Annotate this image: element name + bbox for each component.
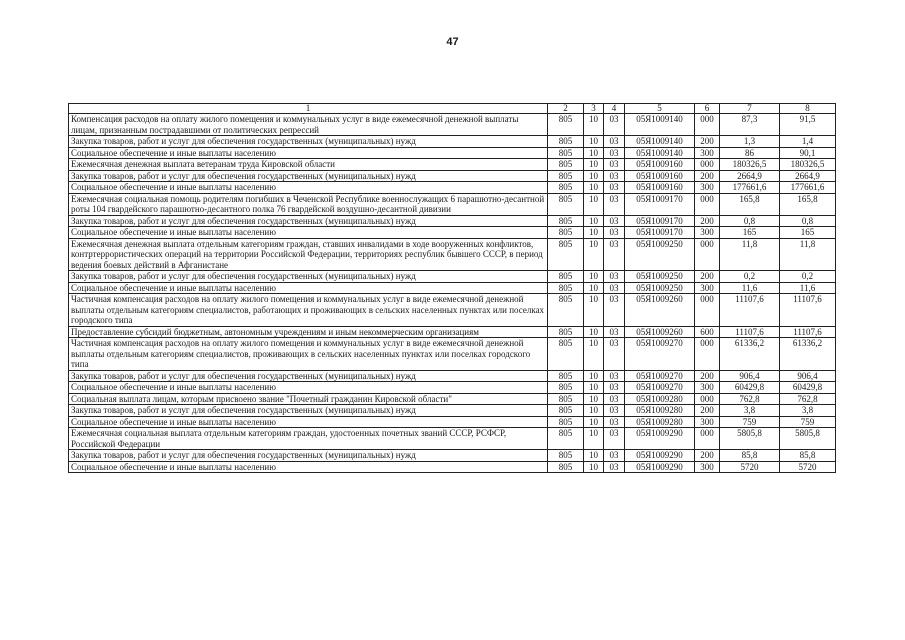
cell-admin-code: 805 bbox=[548, 370, 584, 382]
cell-admin-code: 805 bbox=[548, 193, 584, 215]
budget-table bbox=[68, 103, 836, 473]
cell-amount-year2: 1,4 bbox=[780, 136, 836, 148]
cell-admin-code: 805 bbox=[548, 238, 584, 271]
table-row bbox=[69, 282, 836, 294]
table-row bbox=[69, 193, 836, 215]
cell-description: Закупка товаров, работ и услуг для обеспечения государственных (муниципальных) нужд bbox=[69, 370, 548, 382]
cell-amount-year1: 5805,8 bbox=[720, 428, 780, 450]
cell-amount-year1: 11,6 bbox=[720, 282, 780, 294]
cell-expense-type: 200 bbox=[695, 215, 720, 227]
cell-target-article: 05Я1009140 bbox=[625, 136, 695, 148]
cell-description: Социальное обеспечение и иные выплаты населению bbox=[69, 227, 548, 239]
cell-target-article: 05Я1009140 bbox=[625, 114, 695, 136]
header-cell: 2 bbox=[548, 104, 584, 114]
cell-description: Закупка товаров, работ и услуг для обеспечения государственных (муниципальных) нужд bbox=[69, 215, 548, 227]
cell-target-article: 05Я1009250 bbox=[625, 238, 695, 271]
cell-target-article: 05Я1009160 bbox=[625, 182, 695, 194]
cell-subsection: 03 bbox=[604, 393, 625, 405]
cell-expense-type: 300 bbox=[695, 147, 720, 159]
header-cell: 7 bbox=[720, 104, 780, 114]
cell-subsection: 03 bbox=[604, 338, 625, 371]
cell-expense-type: 200 bbox=[695, 170, 720, 182]
table-row bbox=[69, 393, 836, 405]
header-row bbox=[69, 104, 836, 114]
cell-target-article: 05Я1009290 bbox=[625, 461, 695, 473]
cell-expense-type: 200 bbox=[695, 370, 720, 382]
cell-expense-type: 200 bbox=[695, 405, 720, 417]
cell-expense-type: 300 bbox=[695, 416, 720, 428]
cell-subsection: 03 bbox=[604, 294, 625, 327]
cell-admin-code: 805 bbox=[548, 326, 584, 338]
cell-section: 10 bbox=[584, 393, 604, 405]
cell-expense-type: 300 bbox=[695, 227, 720, 239]
cell-amount-year1: 5720 bbox=[720, 461, 780, 473]
cell-amount-year2: 90,1 bbox=[780, 147, 836, 159]
cell-description: Закупка товаров, работ и услуг для обеспечения государственных (муниципальных) нужд bbox=[69, 136, 548, 148]
cell-admin-code: 805 bbox=[548, 159, 584, 171]
header-cell: 3 bbox=[584, 104, 604, 114]
cell-target-article: 05Я1009170 bbox=[625, 227, 695, 239]
cell-admin-code: 805 bbox=[548, 227, 584, 239]
cell-expense-type: 000 bbox=[695, 338, 720, 371]
cell-expense-type: 200 bbox=[695, 271, 720, 283]
cell-admin-code: 805 bbox=[548, 170, 584, 182]
cell-subsection: 03 bbox=[604, 326, 625, 338]
cell-subsection: 03 bbox=[604, 193, 625, 215]
cell-section: 10 bbox=[584, 193, 604, 215]
cell-subsection: 03 bbox=[604, 405, 625, 417]
cell-amount-year1: 11,8 bbox=[720, 238, 780, 271]
cell-subsection: 03 bbox=[604, 382, 625, 394]
cell-amount-year2: 5805,8 bbox=[780, 428, 836, 450]
cell-expense-type: 000 bbox=[695, 428, 720, 450]
cell-amount-year2: 180326,5 bbox=[780, 159, 836, 171]
cell-admin-code: 805 bbox=[548, 271, 584, 283]
cell-admin-code: 805 bbox=[548, 114, 584, 136]
cell-target-article: 05Я1009170 bbox=[625, 215, 695, 227]
cell-section: 10 bbox=[584, 114, 604, 136]
table-row bbox=[69, 170, 836, 182]
cell-admin-code: 805 bbox=[548, 282, 584, 294]
cell-target-article: 05Я1009160 bbox=[625, 170, 695, 182]
cell-subsection: 03 bbox=[604, 370, 625, 382]
table-row bbox=[69, 461, 836, 473]
table-row bbox=[69, 215, 836, 227]
cell-subsection: 03 bbox=[604, 428, 625, 450]
table-row bbox=[69, 338, 836, 371]
cell-subsection: 03 bbox=[604, 450, 625, 462]
cell-subsection: 03 bbox=[604, 215, 625, 227]
table-row bbox=[69, 136, 836, 148]
cell-amount-year1: 61336,2 bbox=[720, 338, 780, 371]
cell-subsection: 03 bbox=[604, 147, 625, 159]
cell-section: 10 bbox=[584, 382, 604, 394]
cell-target-article: 05Я1009290 bbox=[625, 450, 695, 462]
cell-target-article: 05Я1009260 bbox=[625, 326, 695, 338]
cell-amount-year2: 906,4 bbox=[780, 370, 836, 382]
cell-target-article: 05Я1009280 bbox=[625, 393, 695, 405]
cell-admin-code: 805 bbox=[548, 215, 584, 227]
cell-amount-year2: 85,8 bbox=[780, 450, 836, 462]
cell-section: 10 bbox=[584, 370, 604, 382]
cell-section: 10 bbox=[584, 227, 604, 239]
cell-amount-year1: 85,8 bbox=[720, 450, 780, 462]
cell-amount-year2: 165,8 bbox=[780, 193, 836, 215]
cell-subsection: 03 bbox=[604, 416, 625, 428]
cell-section: 10 bbox=[584, 215, 604, 227]
cell-section: 10 bbox=[584, 136, 604, 148]
cell-description: Закупка товаров, работ и услуг для обеспечения государственных (муниципальных) нужд bbox=[69, 450, 548, 462]
cell-amount-year1: 60429,8 bbox=[720, 382, 780, 394]
cell-expense-type: 000 bbox=[695, 114, 720, 136]
cell-description: Социальное обеспечение и иные выплаты населению bbox=[69, 182, 548, 194]
cell-amount-year2: 61336,2 bbox=[780, 338, 836, 371]
cell-description: Ежемесячная денежная выплата ветеранам труда Кировской области bbox=[69, 159, 548, 171]
table-row bbox=[69, 227, 836, 239]
cell-section: 10 bbox=[584, 405, 604, 417]
cell-amount-year2: 2664,9 bbox=[780, 170, 836, 182]
cell-amount-year2: 11107,6 bbox=[780, 326, 836, 338]
table-row bbox=[69, 147, 836, 159]
table-row bbox=[69, 370, 836, 382]
cell-admin-code: 805 bbox=[548, 450, 584, 462]
cell-amount-year2: 91,5 bbox=[780, 114, 836, 136]
table-row bbox=[69, 428, 836, 450]
cell-description: Закупка товаров, работ и услуг для обеспечения государственных (муниципальных) нужд bbox=[69, 405, 548, 417]
cell-section: 10 bbox=[584, 182, 604, 194]
cell-description: Социальное обеспечение и иные выплаты населению bbox=[69, 382, 548, 394]
cell-admin-code: 805 bbox=[548, 461, 584, 473]
cell-description: Закупка товаров, работ и услуг для обеспечения государственных (муниципальных) нужд bbox=[69, 170, 548, 182]
cell-subsection: 03 bbox=[604, 238, 625, 271]
cell-admin-code: 805 bbox=[548, 405, 584, 417]
cell-expense-type: 000 bbox=[695, 393, 720, 405]
cell-target-article: 05Я1009250 bbox=[625, 282, 695, 294]
cell-target-article: 05Я1009280 bbox=[625, 405, 695, 417]
cell-amount-year1: 0,2 bbox=[720, 271, 780, 283]
cell-description: Социальное обеспечение и иные выплаты населению bbox=[69, 147, 548, 159]
cell-section: 10 bbox=[584, 271, 604, 283]
cell-target-article: 05Я1009170 bbox=[625, 193, 695, 215]
table-row bbox=[69, 159, 836, 171]
cell-target-article: 05Я1009140 bbox=[625, 147, 695, 159]
cell-subsection: 03 bbox=[604, 159, 625, 171]
cell-expense-type: 000 bbox=[695, 159, 720, 171]
cell-expense-type: 300 bbox=[695, 182, 720, 194]
cell-amount-year1: 0,8 bbox=[720, 215, 780, 227]
cell-admin-code: 805 bbox=[548, 428, 584, 450]
cell-description: Частичная компенсация расходов на оплату жилого помещения и коммунальных услуг в виде ежемесячной денежной выплаты отдельным категориям специалистов, работающих и проживающих в сельских населенных пунктах или поселках городского типа bbox=[69, 294, 548, 327]
cell-amount-year1: 11107,6 bbox=[720, 294, 780, 327]
cell-target-article: 05Я1009270 bbox=[625, 338, 695, 371]
table-row bbox=[69, 271, 836, 283]
cell-subsection: 03 bbox=[604, 114, 625, 136]
cell-amount-year1: 87,3 bbox=[720, 114, 780, 136]
cell-expense-type: 200 bbox=[695, 136, 720, 148]
cell-description: Социальное обеспечение и иные выплаты населению bbox=[69, 461, 548, 473]
table-row bbox=[69, 405, 836, 417]
cell-amount-year1: 11107,6 bbox=[720, 326, 780, 338]
cell-amount-year2: 11107,6 bbox=[780, 294, 836, 327]
cell-admin-code: 805 bbox=[548, 294, 584, 327]
table-row bbox=[69, 114, 836, 136]
cell-section: 10 bbox=[584, 170, 604, 182]
cell-expense-type: 200 bbox=[695, 450, 720, 462]
cell-expense-type: 000 bbox=[695, 193, 720, 215]
table-row bbox=[69, 182, 836, 194]
cell-description: Частичная компенсация расходов на оплату жилого помещения и коммунальных услуг в виде ежемесячной денежной выплаты отдельным категориям специалистов, проживающих в сельских населенных пунктах или поселках городского типа bbox=[69, 338, 548, 371]
cell-amount-year2: 5720 bbox=[780, 461, 836, 473]
cell-expense-type: 000 bbox=[695, 294, 720, 327]
cell-target-article: 05Я1009260 bbox=[625, 294, 695, 327]
cell-description: Социальная выплата лицам, которым присвоено звание "Почетный гражданин Кировской области" bbox=[69, 393, 548, 405]
cell-subsection: 03 bbox=[604, 136, 625, 148]
cell-expense-type: 000 bbox=[695, 238, 720, 271]
header-cell: 1 bbox=[69, 104, 548, 114]
table-row bbox=[69, 238, 836, 271]
cell-amount-year2: 0,8 bbox=[780, 215, 836, 227]
cell-subsection: 03 bbox=[604, 271, 625, 283]
cell-expense-type: 300 bbox=[695, 382, 720, 394]
cell-amount-year2: 165 bbox=[780, 227, 836, 239]
cell-target-article: 05Я1009250 bbox=[625, 271, 695, 283]
cell-target-article: 05Я1009270 bbox=[625, 382, 695, 394]
cell-amount-year2: 0,2 bbox=[780, 271, 836, 283]
cell-admin-code: 805 bbox=[548, 382, 584, 394]
cell-admin-code: 805 bbox=[548, 147, 584, 159]
cell-expense-type: 300 bbox=[695, 282, 720, 294]
table-row bbox=[69, 326, 836, 338]
cell-target-article: 05Я1009270 bbox=[625, 370, 695, 382]
cell-amount-year2: 762,8 bbox=[780, 393, 836, 405]
cell-amount-year1: 3,8 bbox=[720, 405, 780, 417]
cell-description: Ежемесячная социальная помощь родителям погибших в Чеченской Республике военнослужащих 6 парашютно-десантной роты 104 гвардейского парашютно-десантного полка 76 гвардейской воздушно-десантной дивизии bbox=[69, 193, 548, 215]
cell-target-article: 05Я1009160 bbox=[625, 159, 695, 171]
cell-target-article: 05Я1009290 bbox=[625, 428, 695, 450]
cell-admin-code: 805 bbox=[548, 393, 584, 405]
cell-amount-year2: 3,8 bbox=[780, 405, 836, 417]
cell-subsection: 03 bbox=[604, 227, 625, 239]
table-row bbox=[69, 450, 836, 462]
cell-amount-year1: 180326,5 bbox=[720, 159, 780, 171]
cell-amount-year2: 11,8 bbox=[780, 238, 836, 271]
cell-section: 10 bbox=[584, 338, 604, 371]
cell-amount-year1: 906,4 bbox=[720, 370, 780, 382]
cell-description: Закупка товаров, работ и услуг для обеспечения государственных (муниципальных) нужд bbox=[69, 271, 548, 283]
cell-section: 10 bbox=[584, 450, 604, 462]
cell-amount-year1: 759 bbox=[720, 416, 780, 428]
cell-amount-year1: 86 bbox=[720, 147, 780, 159]
cell-admin-code: 805 bbox=[548, 338, 584, 371]
cell-section: 10 bbox=[584, 416, 604, 428]
cell-admin-code: 805 bbox=[548, 416, 584, 428]
table-row bbox=[69, 382, 836, 394]
header-cell: 6 bbox=[695, 104, 720, 114]
cell-description: Ежемесячная денежная выплата отдельным категориям граждан, ставших инвалидами в ходе вооруженных конфликтов, контртеррористических операций на территории Российской Федерации, территориях республик бывшего СССР, в период ведения боевых действий в Афганистане bbox=[69, 238, 548, 271]
cell-subsection: 03 bbox=[604, 182, 625, 194]
cell-admin-code: 805 bbox=[548, 182, 584, 194]
cell-amount-year1: 1,3 bbox=[720, 136, 780, 148]
cell-admin-code: 805 bbox=[548, 136, 584, 148]
cell-subsection: 03 bbox=[604, 282, 625, 294]
table-row bbox=[69, 294, 836, 327]
cell-section: 10 bbox=[584, 326, 604, 338]
header-cell: 8 bbox=[780, 104, 836, 114]
cell-section: 10 bbox=[584, 147, 604, 159]
cell-subsection: 03 bbox=[604, 461, 625, 473]
cell-description: Социальное обеспечение и иные выплаты населению bbox=[69, 282, 548, 294]
cell-description: Компенсация расходов на оплату жилого помещения и коммунальных услуг в виде ежемесячной денежной выплаты лицам, признанным пострадавшими от политических репрессий bbox=[69, 114, 548, 136]
cell-amount-year2: 759 bbox=[780, 416, 836, 428]
cell-expense-type: 300 bbox=[695, 461, 720, 473]
cell-section: 10 bbox=[584, 238, 604, 271]
cell-amount-year2: 177661,6 bbox=[780, 182, 836, 194]
cell-expense-type: 600 bbox=[695, 326, 720, 338]
cell-description: Социальное обеспечение и иные выплаты населению bbox=[69, 416, 548, 428]
header-cell: 5 bbox=[625, 104, 695, 114]
cell-amount-year1: 165,8 bbox=[720, 193, 780, 215]
page-number: 47 bbox=[446, 36, 459, 48]
cell-target-article: 05Я1009280 bbox=[625, 416, 695, 428]
cell-section: 10 bbox=[584, 159, 604, 171]
cell-amount-year2: 60429,8 bbox=[780, 382, 836, 394]
cell-description: Предоставление субсидий бюджетным, автономным учреждениям и иным некоммерческим организациям bbox=[69, 326, 548, 338]
cell-section: 10 bbox=[584, 294, 604, 327]
cell-subsection: 03 bbox=[604, 170, 625, 182]
cell-description: Ежемесячная социальная выплата отдельным категориям граждан, удостоенных почетных званий СССР, РСФСР, Российской Федерации bbox=[69, 428, 548, 450]
cell-section: 10 bbox=[584, 428, 604, 450]
table-row bbox=[69, 416, 836, 428]
cell-amount-year1: 165 bbox=[720, 227, 780, 239]
cell-amount-year2: 11,6 bbox=[780, 282, 836, 294]
header-cell: 4 bbox=[604, 104, 625, 114]
cell-amount-year1: 177661,6 bbox=[720, 182, 780, 194]
cell-amount-year1: 2664,9 bbox=[720, 170, 780, 182]
cell-section: 10 bbox=[584, 282, 604, 294]
cell-section: 10 bbox=[584, 461, 604, 473]
cell-amount-year1: 762,8 bbox=[720, 393, 780, 405]
